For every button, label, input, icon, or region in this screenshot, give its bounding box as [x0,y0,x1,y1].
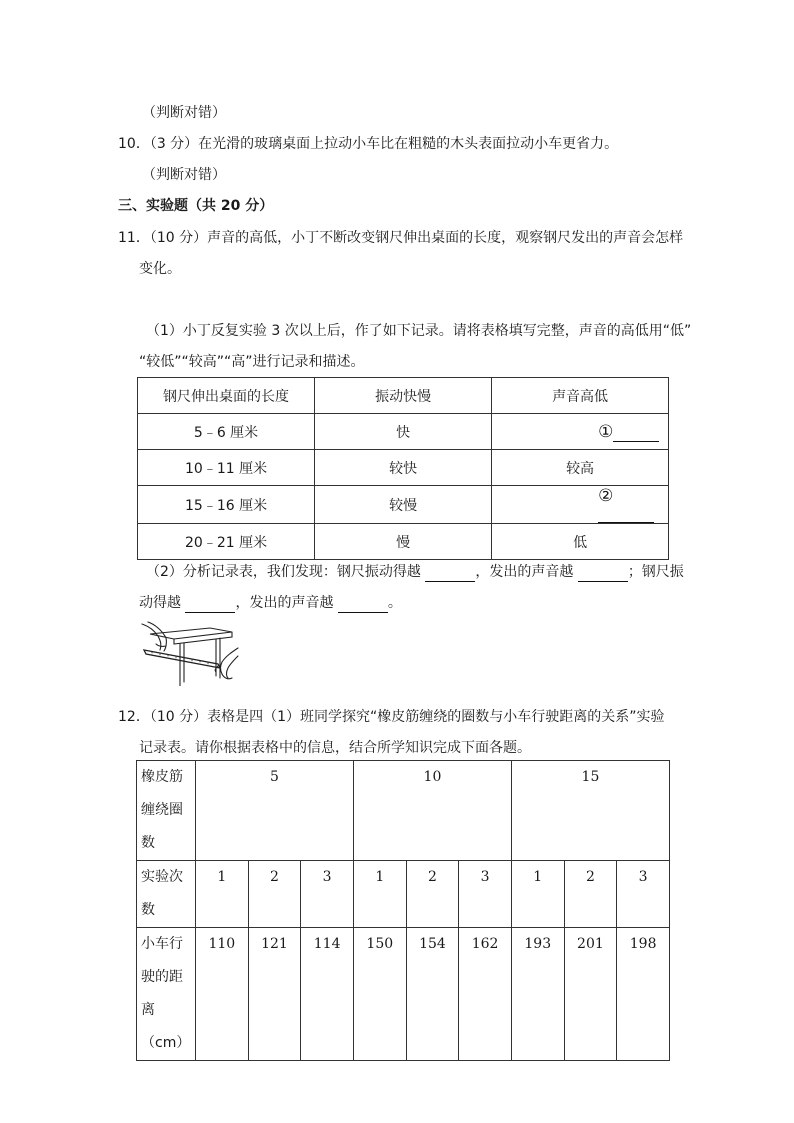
text-segment: 。 [387,595,402,611]
answer-blank-4[interactable] [578,565,628,582]
table-cell: 低 [492,524,669,560]
table-header: 声音高低 [492,378,669,414]
table-row [137,928,670,1061]
marker-2: ② [598,486,614,506]
label-line: 驶的距 [141,969,183,985]
table-row [138,486,669,524]
table-cell: 5﹣6 厘米 [138,414,315,450]
label-line: 数 [141,902,155,918]
table-header: 钢尺伸出桌面的长度 [138,378,315,414]
row-label-distance [137,928,196,1061]
distance-cell: 193 [511,928,564,1061]
trial-cell: 2 [406,861,459,928]
marker-1: ① [598,421,614,442]
judge-note-10: （判断对错） [142,167,226,183]
text-segment: ，发出的声音越 [235,595,334,611]
ruler-sound-table [137,377,669,560]
question-12-line1: 12．（10 分）表格是四（1）班同学探究“橡皮筋缠绕的圈数与小车行驶距离的关系”实验 [118,709,665,725]
table-cell: 较高 [492,450,669,486]
label-line: 数 [141,835,155,851]
table-cell: 20﹣21 厘米 [138,524,315,560]
row-label-coils [137,761,196,861]
table-cell: 快 [315,414,492,450]
blank-line [598,506,654,523]
label-line: 离（cm） [141,1002,191,1051]
answer-blank-2[interactable] [492,486,669,524]
table-cell: 慢 [315,524,492,560]
text-segment: 动得越 [139,595,181,611]
trial-cell: 1 [353,861,406,928]
trial-cell: 3 [617,861,670,928]
trial-cell: 1 [511,861,564,928]
distance-cell: 198 [617,928,670,1061]
label-line: 小车行 [141,936,183,952]
table-cell: 10﹣11 厘米 [138,450,315,486]
question-12-line2: 记录表。请你根据表格中的信息，结合所学知识完成下面各题。 [139,740,531,756]
label-line: 橡皮筋 [141,769,183,785]
ruler-on-desk-illustration [140,620,240,686]
trial-cell: 2 [248,861,301,928]
distance-cell: 154 [406,928,459,1061]
trial-cell: 3 [459,861,512,928]
table-cell: 较快 [315,450,492,486]
table-row [138,524,669,560]
table-row [138,414,669,450]
judge-note-9: （判断对错） [142,105,226,121]
trial-cell: 1 [196,861,249,928]
question-11-line1: 11．（10 分）声音的高低，小丁不断改变钢尺伸出桌面的长度，观察钢尺发出的声音会怎样 [118,230,684,246]
section-title-experiments: 三、实验题（共 20 分） [118,198,274,214]
table-row [137,761,670,861]
coil-group-10: 10 [353,761,511,861]
question-11-part1-line2: “较低”“较高”“高”进行记录和描述。 [139,354,365,370]
answer-blank-6[interactable] [338,596,388,613]
distance-cell: 114 [301,928,354,1061]
text-segment: （2）分析记录表，我们发现：钢尺振动得越 [146,564,421,580]
trial-cell: 3 [301,861,354,928]
question-10: 10．（3 分）在光滑的玻璃桌面上拉动小车比在粗糙的木头表面拉动小车更省力。 [118,136,619,152]
distance-cell: 110 [196,928,249,1061]
label-line: 实验次 [141,869,183,885]
trial-cell: 2 [564,861,617,928]
answer-blank-3[interactable] [425,565,475,582]
coil-group-5: 5 [196,761,354,861]
row-label-trial [137,861,196,928]
label-line: 缠绕圈 [141,802,183,818]
question-11-part1-line1: （1）小丁反复实验 3 次以上后，作了如下记录。请将表格填写完整，声音的高低用“低” [146,323,692,339]
text-segment: ；钢尺振 [627,564,684,580]
answer-blank-5[interactable] [185,596,235,613]
coil-group-15: 15 [511,761,669,861]
table-header: 振动快慢 [315,378,492,414]
distance-cell: 201 [564,928,617,1061]
table-row [137,861,670,928]
table-header-row [138,378,669,414]
distance-cell: 162 [459,928,512,1061]
question-11-part2-line1 [146,562,684,582]
question-11-line2: 变化。 [139,261,181,277]
table-cell: 较慢 [315,486,492,524]
table-row [138,450,669,486]
question-11-part2-line2 [139,593,402,613]
text-segment: ，发出的声音越 [475,564,574,580]
answer-blank-1[interactable] [492,414,669,450]
rubber-band-distance-table [136,760,670,1061]
table-cell: 15﹣16 厘米 [138,486,315,524]
distance-cell: 121 [248,928,301,1061]
distance-cell: 150 [353,928,406,1061]
blank-line [613,425,659,442]
